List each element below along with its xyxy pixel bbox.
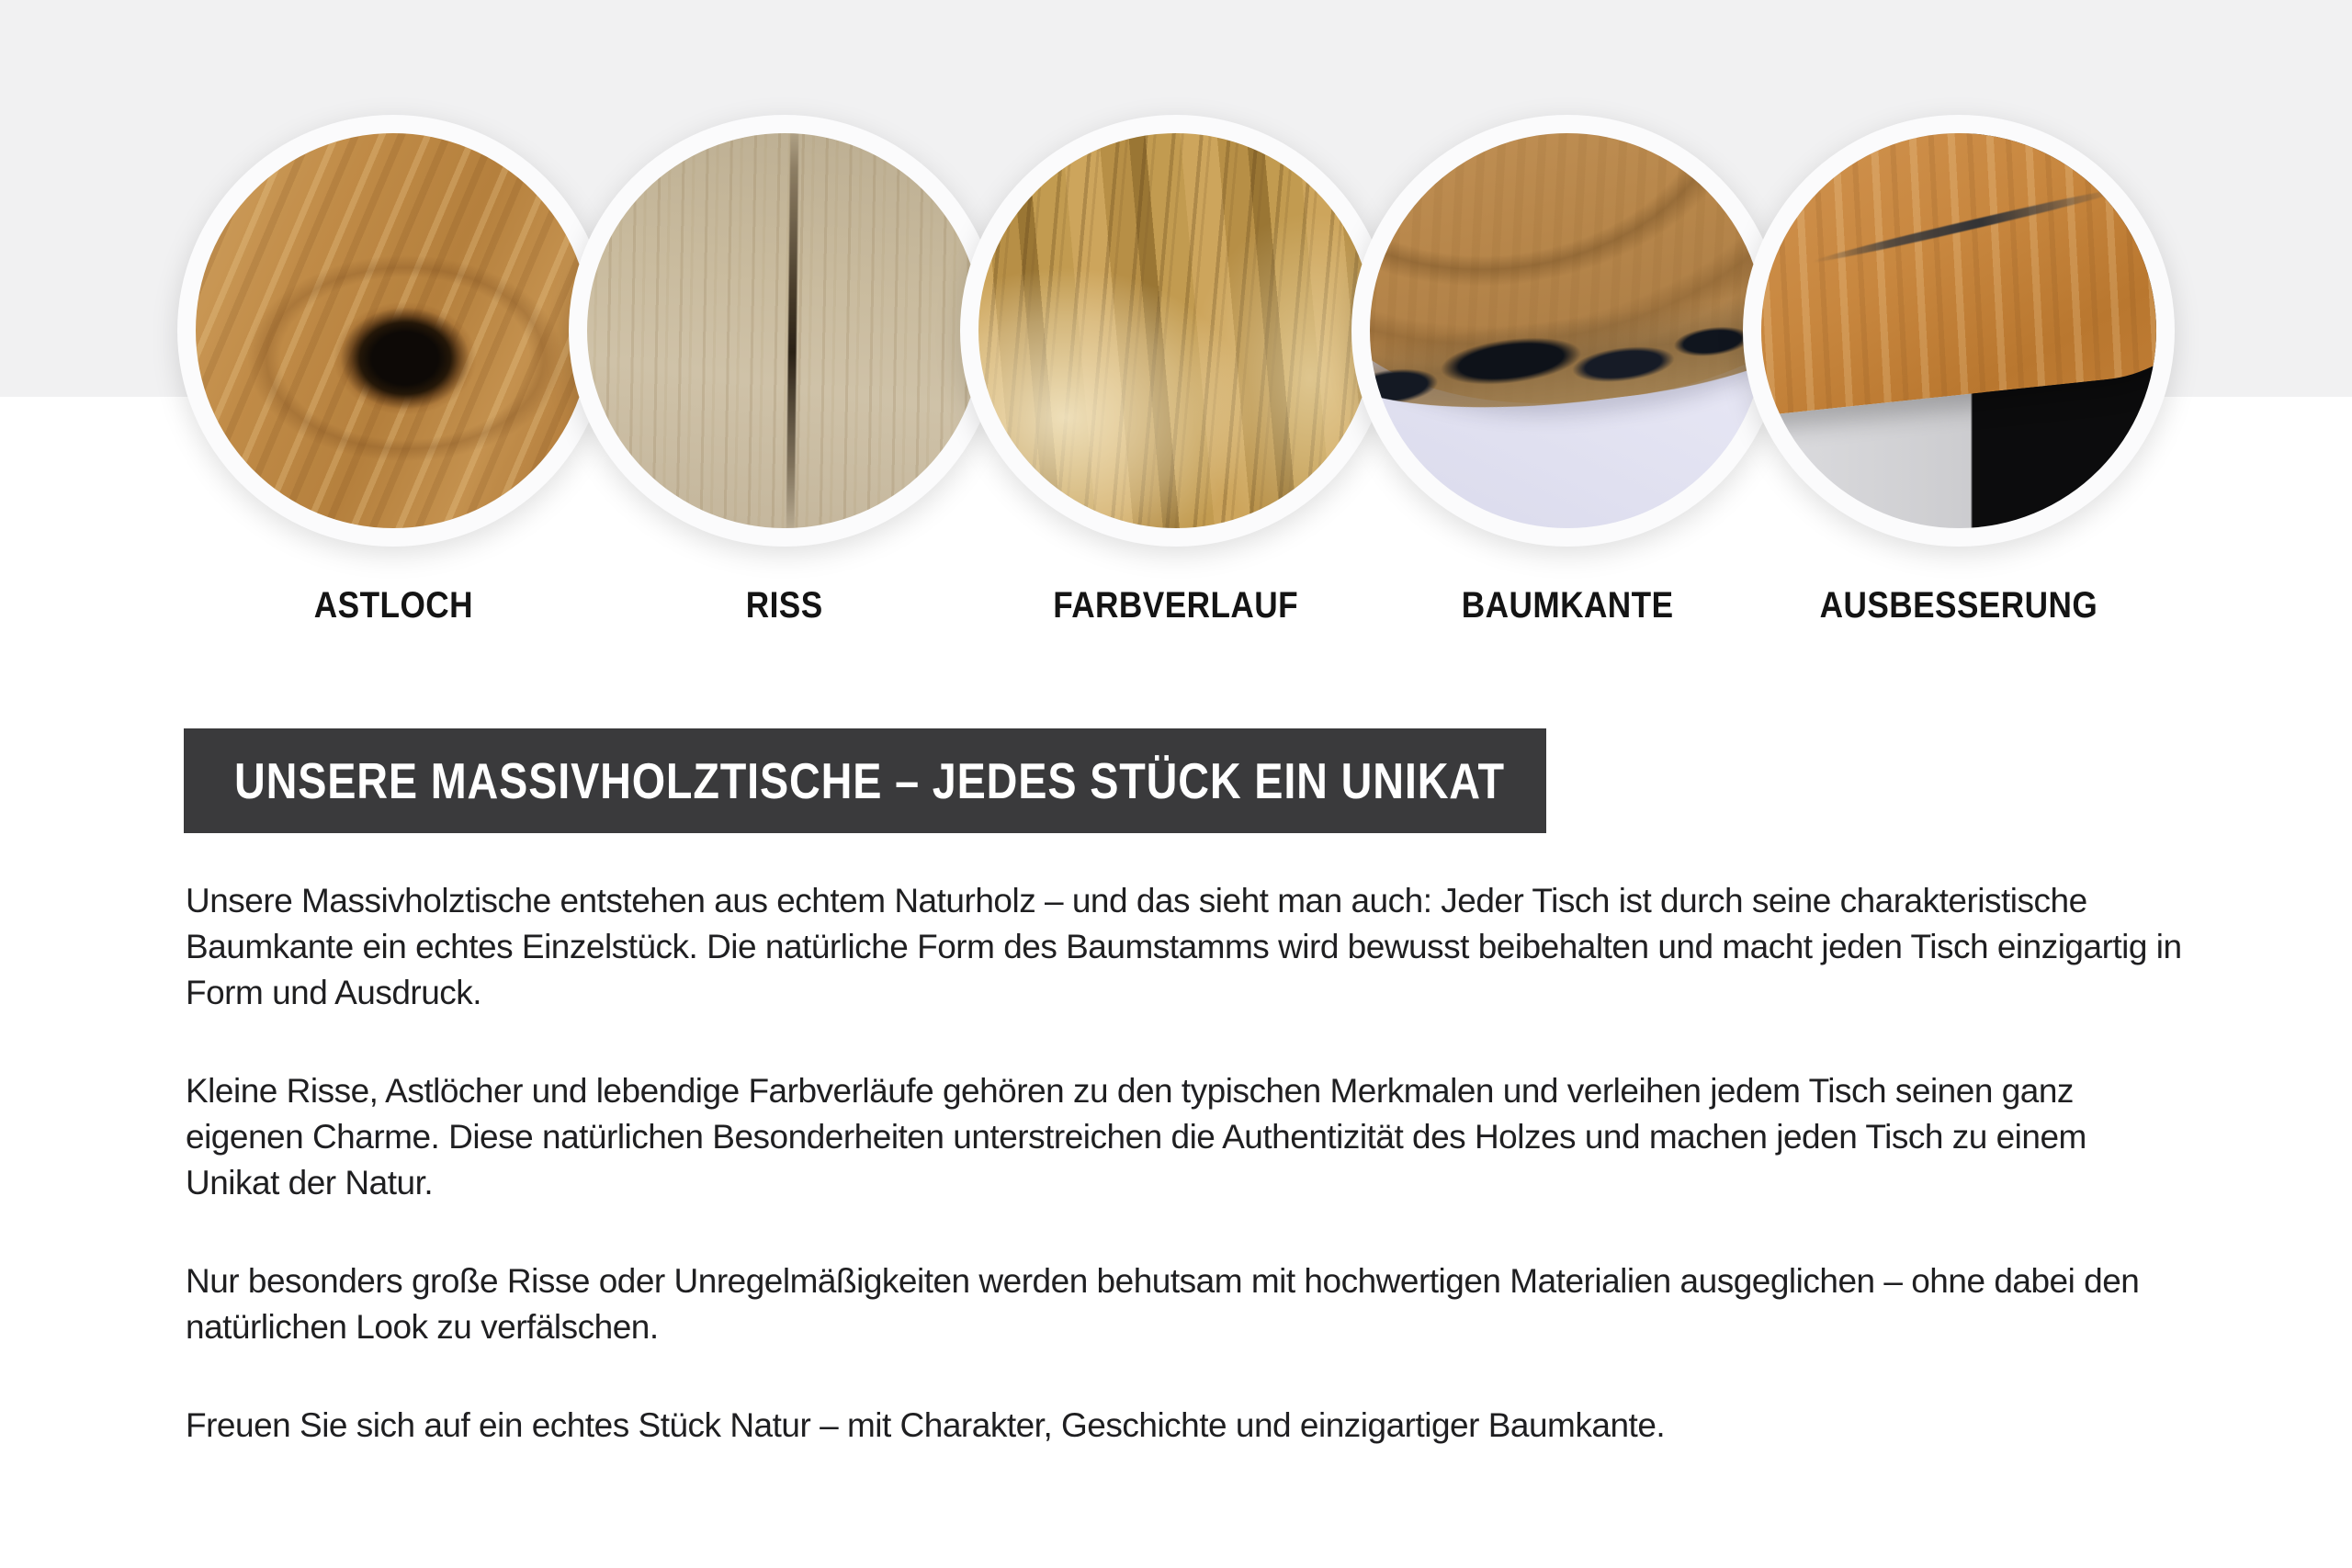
section-title-box bbox=[184, 728, 1546, 833]
section-title: UNSERE MASSIVHOLZTISCHE – JEDES STÜCK EIN UNIKAT bbox=[234, 752, 1505, 809]
wood-crack-shape bbox=[786, 133, 799, 528]
paragraph-closing: Freuen Sie sich auf ein echtes Stück Natur – mit Charakter, Geschichte und einzigartiger Baumkante. bbox=[186, 1406, 1666, 1444]
table-corner-slab-shape bbox=[1761, 133, 2156, 421]
feature-label-farbverlauf bbox=[960, 586, 1392, 625]
color-gradient-wood-photo bbox=[978, 133, 1374, 528]
feature-circle-riss bbox=[569, 115, 1001, 547]
feature-label-astloch bbox=[177, 586, 609, 625]
repaired-corner-wood-photo bbox=[1761, 133, 2156, 528]
feature-labels-row bbox=[177, 586, 2175, 625]
feature-circle-farbverlauf bbox=[960, 115, 1392, 547]
feature-label-text: RISS bbox=[746, 585, 823, 626]
crack-wood-photo bbox=[587, 133, 982, 528]
feature-circle-ausbesserung bbox=[1743, 115, 2175, 547]
feature-label-text: AUSBESSERUNG bbox=[1819, 585, 2098, 626]
feature-label-ausbesserung bbox=[1743, 586, 2175, 625]
feature-label-riss bbox=[569, 586, 1001, 625]
feature-label-text: ASTLOCH bbox=[313, 585, 473, 626]
feature-circle-baumkante bbox=[1351, 115, 1783, 547]
feature-label-text: FARBVERLAUF bbox=[1053, 585, 1299, 626]
live-edge-wood-photo bbox=[1370, 133, 1765, 528]
live-edge-slab-shape bbox=[1370, 133, 1765, 432]
wood-feature-gallery bbox=[177, 115, 2175, 547]
knothole-wood-photo bbox=[196, 133, 591, 528]
paragraph-uniqueness: Unsere Massivholztische entstehen aus echtem Naturholz – und das sieht man auch: Jeder Tisch ist durch seine charakteristische Baumkante ein echtes Einzelstück. Die natürliche Form des Baumstamms wird bewusst beibehalten und macht jeden Tisch einzigartig in Form und Ausdruck. bbox=[186, 882, 2182, 1011]
body-copy bbox=[186, 878, 2188, 1501]
paragraph-repairs: Nur besonders große Risse oder Unregelmäßigkeiten werden behutsam mit hochwertigen Materialien ausgeglichen – ohne dabei den natürlichen Look zu verfälschen. bbox=[186, 1262, 2140, 1346]
feature-circle-astloch bbox=[177, 115, 609, 547]
feature-label-text: BAUMKANTE bbox=[1461, 585, 1674, 626]
feature-label-baumkante bbox=[1351, 586, 1783, 625]
paragraph-characteristics: Kleine Risse, Astlöcher und lebendige Farbverläufe gehören zu den typischen Merkmalen und verleihen jedem Tisch seinen ganz eigenen Charme. Diese natürlichen Besonderheiten unterstreichen die Authentizität des Holzes und machen jeden Tisch zu einem Unikat der Natur. bbox=[186, 1072, 2086, 1201]
